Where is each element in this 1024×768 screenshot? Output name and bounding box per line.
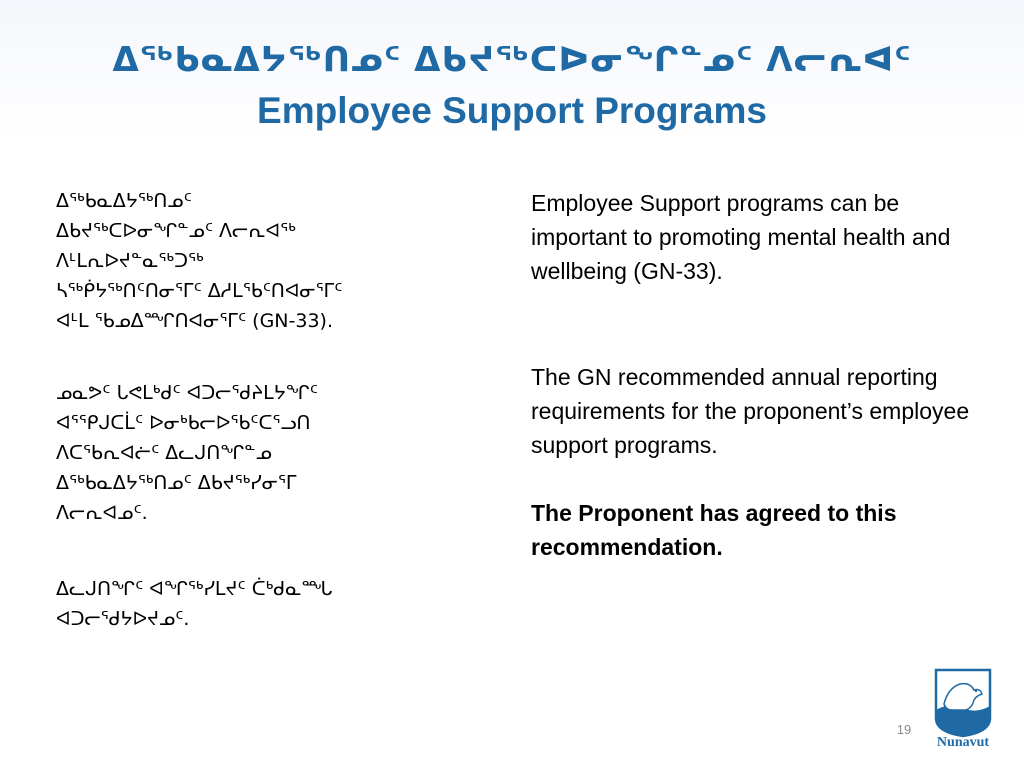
text-line: ᐃᖅᑲᓇᐃᔭᖅᑎᓄᑦ ᐃᑲᔪᖅᓯᓂᕐᒥ: [56, 472, 297, 494]
title-syllabics: ᐃᖅᑲᓇᐃᔭᖅᑎᓄᑦ ᐃᑲᔪᖅᑕᐅᓂᖏᓐᓄᑦ ᐱᓕᕆᐊᑦ: [112, 40, 912, 80]
syllabics-paragraph-2: [56, 378, 496, 528]
slide-title: [40, 38, 984, 134]
text-line: ᐃᖅᑲᓇᐃᔭᖅᑎᓄᑦ: [56, 190, 192, 212]
text-line: ᐊᒻᒪ ᖃᓄᐃᙱᑎᐊᓂᕐᒥᑦ (GN-33).: [56, 310, 334, 332]
english-paragraph-2: The GN recommended annual reporting requirements for the proponent’s employee support programs.: [531, 364, 970, 458]
syllabics-paragraph-3: [56, 574, 496, 634]
text-line: ᐊᕐᕿᒍᑕᒫᑦ ᐅᓂᒃᑲᓕᐅᖃᑦᑕᕐᓗᑎ: [56, 412, 311, 434]
syllabics-paragraph-1: [56, 186, 496, 336]
text-line: ᐱᒻᒪᕆᐅᔪᓐᓇᖅᑐᖅ: [56, 250, 204, 272]
left-column-syllabics: [56, 186, 496, 664]
text-line: ᐱᑕᖃᕆᐊᓖᑦ ᐃᓚᒍᑎᖏᓐᓄ: [56, 442, 272, 464]
right-column-english: [531, 186, 971, 592]
text-line: ᓄᓇᕗᑦ ᒐᕙᒪᒃᑯᑦ ᐊᑐᓕᖁᔨᒪᔭᖏᑦ: [56, 382, 318, 404]
page-number: 19: [896, 722, 912, 737]
logo-text: Nunavut: [936, 735, 990, 750]
english-paragraph-3-bold: The Proponent has agreed to this recommendation.: [531, 500, 897, 560]
text-line: ᐊᑐᓕᖁᔭᐅᔪᓄᑦ.: [56, 608, 190, 630]
svg-text:ᓄᓇᕗᑦ: ᓄᓇᕗᑦ: [954, 725, 972, 732]
text-line: ᓴᖅᑮᔭᖅᑎᑦᑎᓂᕐᒥᑦ ᐃᓱᒪᖃᑦᑎᐊᓂᕐᒥᑦ: [56, 280, 343, 302]
title-english: Employee Support Programs: [257, 90, 767, 131]
text-line: ᐃᑲᔪᖅᑕᐅᓂᖏᓐᓄᑦ ᐱᓕᕆᐊᖅ: [56, 220, 296, 242]
text-line: ᐱᓕᕆᐊᓄᑦ.: [56, 502, 148, 524]
text-line: ᐃᓚᒍᑎᖏᑦ ᐊᖏᖅᓯᒪᔪᑦ ᑖᒃᑯᓇᙵ: [56, 578, 333, 600]
english-paragraph-1: Employee Support programs can be important to promoting mental health and wellbeing (GN-33).: [531, 190, 951, 284]
